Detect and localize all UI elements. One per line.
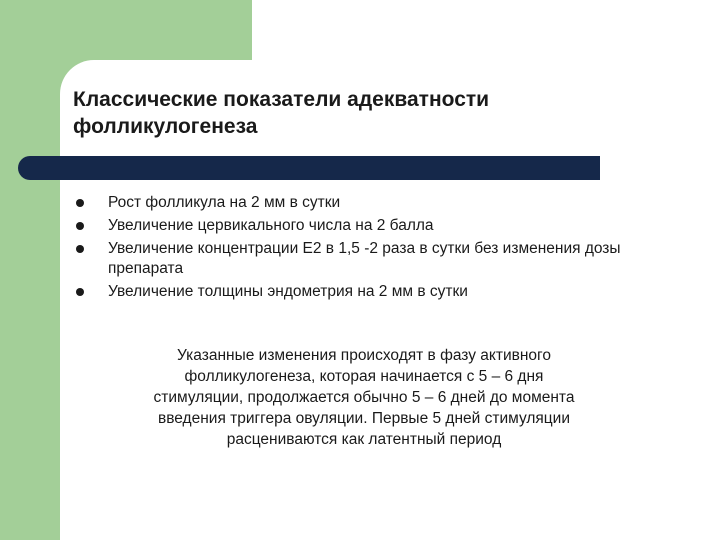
title-divider-bar [18,156,600,180]
bullet-dot-icon [76,222,84,230]
summary-note-line: расцениваются как латентный период [226,431,502,448]
bullet-dot-icon [76,245,84,253]
bullet-list [76,193,676,305]
bullet-item [76,193,676,213]
bullet-item [76,282,676,302]
slide-title-line-2: фолликулогенеза [73,115,258,138]
summary-note-line: введения триггера овуляции. Первые 5 дней стимуляции [157,410,570,427]
bullet-item [76,216,676,236]
bullet-dot-icon [76,288,84,296]
summary-note-line: Указанные изменения происходят в фазу активного [177,347,551,364]
bullet-text: Увеличение цервикального числа на 2 балла [108,217,434,234]
bullet-text: Увеличение концентрации Е2 в 1,5 -2 раза в сутки без изменения дозы препарата [108,240,621,277]
slide-title-line-1: Классические показатели адекватности [73,88,490,111]
summary-note-line: фолликулогенеза, которая начинается с 5 – 6 дня [184,368,544,385]
bullet-item [76,239,676,279]
summary-note [104,345,624,450]
summary-note-line: стимуляции, продолжается обычно 5 – 6 дней до момента [153,389,575,406]
bullet-text: Увеличение толщины эндометрия на 2 мм в сутки [108,283,468,300]
decor-left-strip [0,0,60,540]
bullet-dot-icon [76,199,84,207]
bullet-text: Рост фолликула на 2 мм в сутки [108,194,341,211]
slide-title [73,86,673,140]
